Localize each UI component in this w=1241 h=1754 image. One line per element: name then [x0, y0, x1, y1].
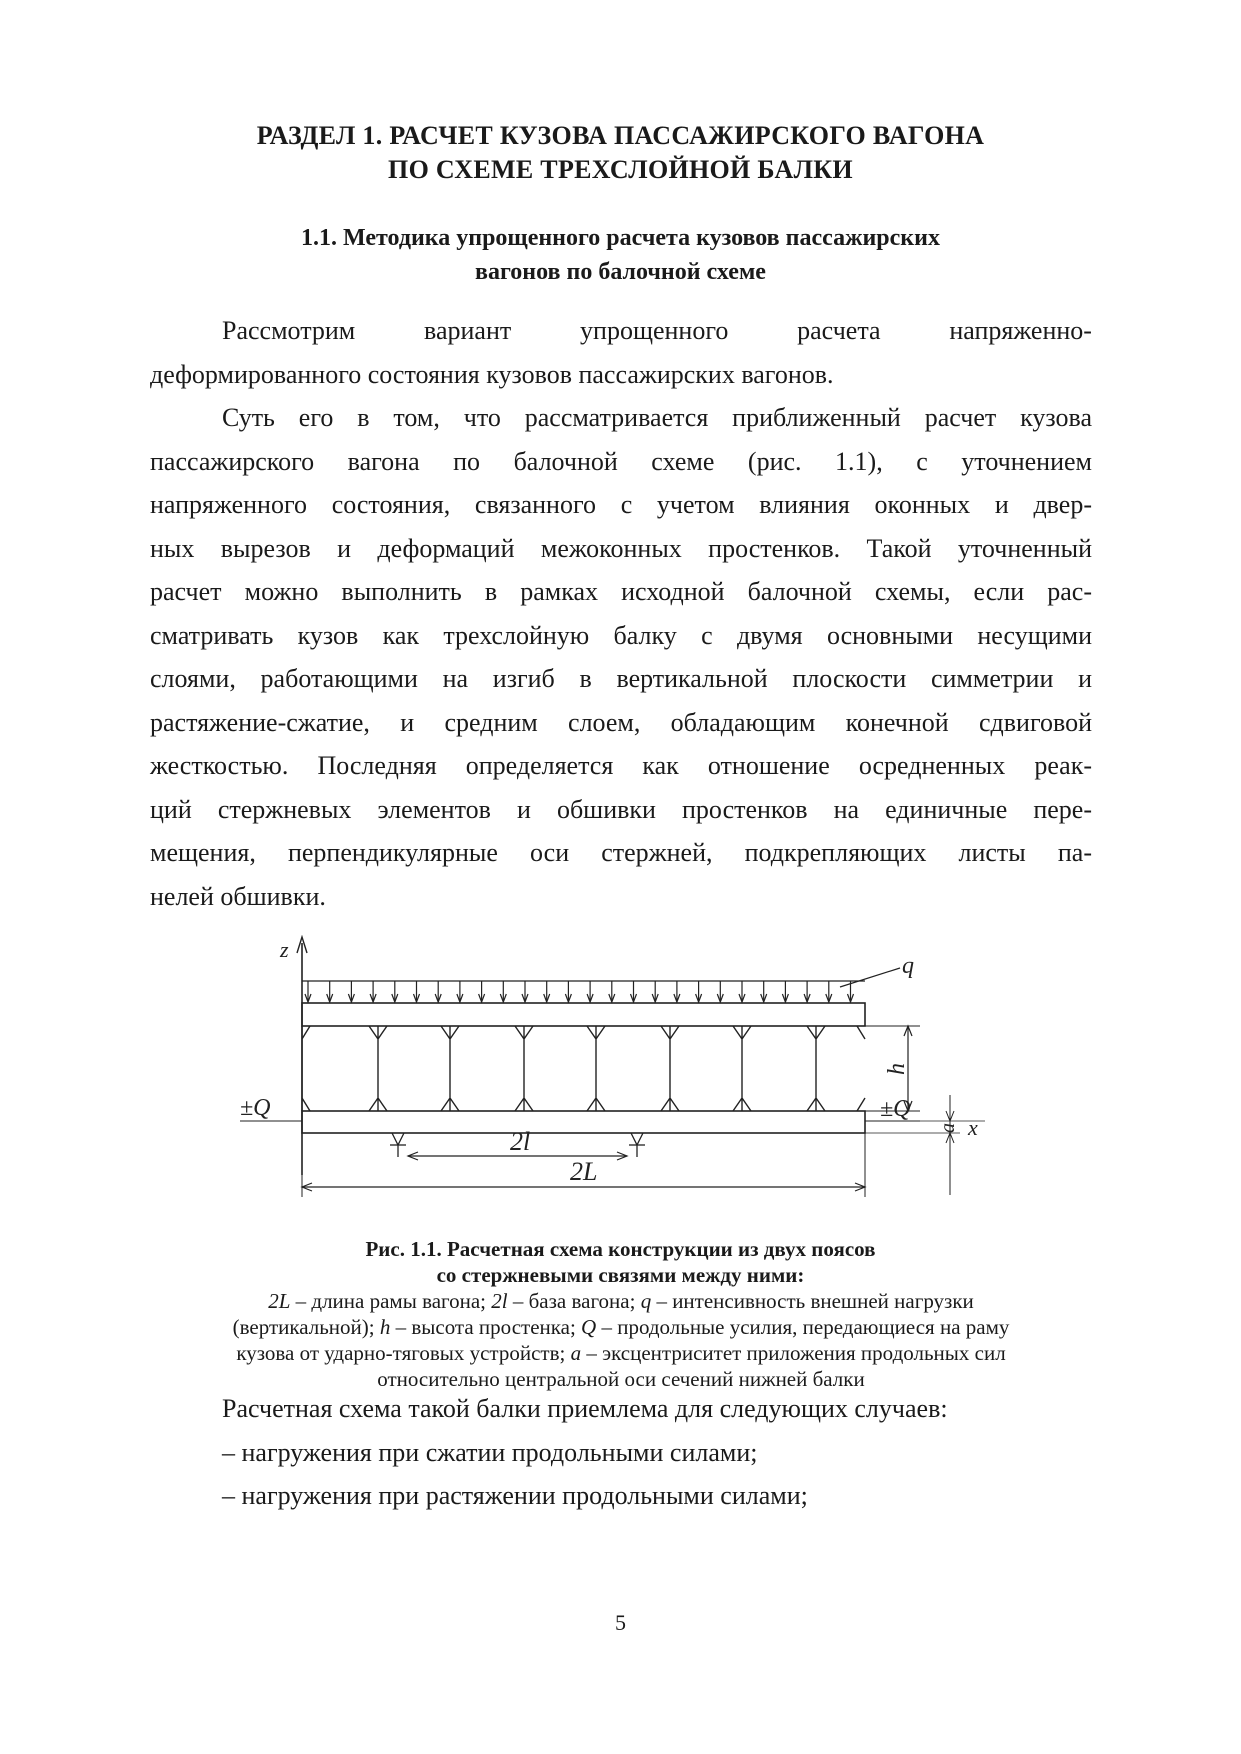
legend-text: – эксцентриситет приложения продольных сил — [581, 1341, 1006, 1365]
legend-text: – высота простенка; — [390, 1315, 582, 1339]
legend-line-2 — [150, 1314, 1092, 1340]
label-q: q — [902, 953, 914, 979]
label-h: h — [884, 1063, 910, 1075]
figure-caption-title-line1: Рис. 1.1. Расчетная схема конструкции из двух поясов — [365, 1237, 876, 1261]
label-length: 2L — [570, 1157, 598, 1186]
legend-symbol: q — [640, 1289, 652, 1313]
bottom-beam — [302, 1111, 865, 1133]
paragraph-2-line: Суть его в том, что рассматривается приближенный расчет кузова — [222, 403, 1092, 432]
strut — [369, 1026, 387, 1111]
strut — [807, 1026, 825, 1111]
strut — [441, 1026, 459, 1111]
paragraph-2-line: слоями, работающими на изгиб в вертикальной плоскости симметрии и — [150, 664, 1092, 693]
figure-beam-diagram — [240, 935, 1000, 1230]
p1-word: упрощенного — [580, 316, 729, 345]
legend-line-3 — [150, 1340, 1092, 1366]
subsection-title-line2: вагонов по балочной схеме — [475, 259, 766, 285]
section-title-line1: РАЗДЕЛ 1. РАСЧЕТ КУЗОВА ПАССАЖИРСКОГО ВАГОНА — [256, 121, 985, 150]
page-number: 5 — [615, 1610, 626, 1635]
list-intro: Расчетная схема такой балки приемлема для следующих случаев: — [222, 1394, 948, 1423]
label-q-left: ±Q — [240, 1095, 271, 1121]
support-right — [629, 1133, 645, 1157]
paragraph-1 — [150, 309, 1092, 396]
paragraph-1-line-2: деформированного состояния кузовов пассажирских вагонов. — [150, 359, 834, 389]
paragraph-2-line: ций стержневых элементов и обшивки простенков на единичные пере- — [150, 794, 1092, 824]
legend-text: (вертикальной); — [232, 1315, 380, 1339]
paragraph-2-line: мещения, перпендикулярные оси стержней, подкрепляющих листы па- — [150, 838, 1092, 867]
paragraph-2-line: ных вырезов и деформаций межоконных простенков. Такой уточненный — [150, 533, 1092, 563]
legend-symbol: h — [379, 1315, 391, 1339]
list-item: – нагружения при сжатии продольными силами; — [222, 1438, 758, 1467]
p1-word: напряженно- — [949, 316, 1092, 345]
label-base: 2l — [510, 1127, 531, 1156]
legend-text: кузова от ударно-тяговых устройств; — [236, 1341, 571, 1365]
paragraph-2-line: жесткостью. Последняя определяется как отношение осредненных реак- — [150, 751, 1092, 780]
legend-text: – интенсивность внешней нагрузки — [651, 1289, 974, 1313]
label-z: z — [280, 937, 289, 962]
strut — [733, 1026, 751, 1111]
p1-word: Рассмотрим — [222, 316, 356, 345]
figure-legend — [150, 1288, 1092, 1392]
legend-symbol: Q — [581, 1315, 597, 1339]
distributed-load-arrows — [302, 981, 865, 1002]
paragraph-2-line: растяжение-сжатие, и средним слоем, обладающим конечной сдвиговой — [150, 707, 1092, 737]
p1-word: вариант — [424, 316, 512, 345]
label-a: a — [937, 1123, 959, 1133]
list-item: – нагружения при растяжении продольными силами; — [222, 1481, 808, 1510]
subsection-title-line1: 1.1. Методика упрощенного расчета кузовов пассажирских — [301, 225, 940, 251]
strut — [515, 1026, 533, 1111]
paragraph-2 — [150, 396, 1092, 918]
legend-line-4: относительно центральной оси сечений нижней балки — [377, 1367, 865, 1391]
section-title-line2: ПО СХЕМЕ ТРЕХСЛОЙНОЙ БАЛКИ — [388, 155, 853, 184]
legend-text: – длина рамы вагона; — [290, 1289, 492, 1313]
legend-symbol: 2L — [268, 1289, 291, 1313]
top-beam — [302, 1003, 865, 1026]
legend-symbol: 2l — [491, 1289, 508, 1313]
p1-word: расчета — [797, 316, 881, 345]
legend-text: – продольные усилия, передающиеся на раму — [596, 1315, 1010, 1339]
paragraph-2-line: пассажирского вагона по балочной схеме (рис. 1.1), с уточнением — [150, 446, 1092, 476]
strut — [857, 1026, 865, 1111]
paragraph-2-line: нелей обшивки. — [150, 881, 326, 911]
strut — [302, 1026, 310, 1111]
strut-links — [302, 1026, 865, 1111]
label-x: x — [968, 1115, 978, 1140]
paragraph-2-line: сматривать кузов как трехслойную балку с двумя основными несущими — [150, 620, 1092, 650]
strut — [587, 1026, 605, 1111]
strut — [661, 1026, 679, 1111]
support-left — [390, 1133, 406, 1157]
paragraph-1-line-1 — [150, 309, 1092, 353]
paragraph-2-line: расчет можно выполнить в рамках исходной балочной схемы, если рас- — [150, 577, 1092, 606]
label-q-right: ±Q — [880, 1096, 911, 1122]
figure-caption-title-line2: со стержневыми связями между ними: — [436, 1263, 805, 1287]
paragraph-2-line: напряженного состояния, связанного с учетом влияния оконных и двер- — [150, 490, 1092, 519]
legend-text: – база вагона; — [507, 1289, 641, 1313]
q-leader — [840, 968, 900, 987]
legend-line-1 — [150, 1288, 1092, 1314]
legend-symbol: a — [570, 1341, 582, 1365]
